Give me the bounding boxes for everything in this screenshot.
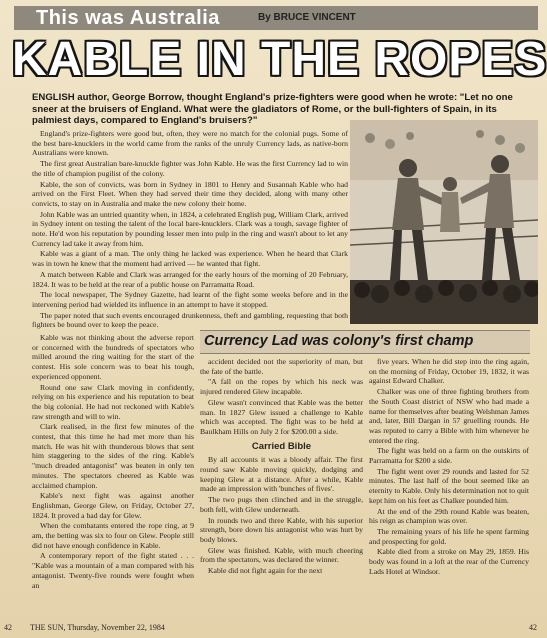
paragraph: A match between Kable and Clark was arranged for the early hours of the morning of 20 February, 1824. It was to be held at the rear of a public house on Parramatta Road. — [32, 269, 348, 289]
paragraph: Kable died from a stroke on May 29, 1859. His body was found in a loft at the rear of the Currency Lads Hotel at Windsor. — [369, 547, 529, 576]
middle-paragraphs — [200, 357, 363, 437]
paragraph: In rounds two and three Kable, with his superior strength, bore down his antagonist who was hurt by body blows. — [200, 515, 363, 544]
paragraph: Kable was a giant of a man. The only thing he lacked was experience. When he heard that Clark was in town he knew that the moment had arrived — he wanted that fight. — [32, 249, 348, 269]
page-footer — [0, 620, 547, 638]
byline: By BRUCE VINCENT — [258, 12, 356, 23]
paragraph: England's prize-fighters were good but, often, they were no match for the colonial pugs. Some of the best bare-knucklers in the world came from the ranks of the unruly Currency lads, as native-born Australians were known. — [32, 129, 348, 158]
paragraph: At the end of the 29th round Kable was beaten, his reign as champion was over. — [369, 506, 529, 526]
paragraph: The remaining years of his life he spent farming and prospecting for gold. — [369, 526, 529, 546]
page-number-left: 42 — [4, 623, 12, 632]
paragraph: The first great Australian bare-knuckle fighter was John Kable. He was the first Currency lad to win the title of champion pugilist of the colony. — [32, 159, 348, 178]
headline: KABLE IN THE ROPES — [12, 33, 547, 86]
article-body-left — [32, 333, 194, 591]
crosshead: Carried Bible — [251, 440, 312, 452]
paragraph: Glew wasn't convinced that Kable was the better man. In 1827 Glew issued a challenge to Kable which was accepted. The fight was to be held at Baulkham Hills on July 2 for $200.00 a side. — [200, 397, 363, 436]
paragraph: Clark realised, in the first few minutes of the contest, that this time he had met more than his match. He was hit with thunderous blows that sent him staggering to the sides of the ring. Kable's "much dreaded antagonist" was beaten in only ten minutes. The spectators cheered as Kable was acclaimed champion. — [32, 422, 194, 490]
intro-paragraph: ENGLISH author, George Borrow, thought England's prize-fighters were good when he wrote: "Let no one sneer at the bruisers of England. What were the gladiators of Rome, or the bull-fighters of Spain, in its palmiest days, compared to England's bruisers?" — [32, 92, 513, 126]
paragraph: Kable was not thinking about the adverse report or concerned with the hundreds of spectators who milled around the ring waiting for the start of the contest. His sole concern was to beat his tough, experienced opponent. — [32, 333, 194, 381]
middle-paragraphs-continued — [200, 455, 363, 575]
paragraph: Kable, the son of convicts, was born in Sydney in 1801 to Henry and Susannah Kable who had arrived on the First Fleet. When they had served their time they decided, along with many other convicts, to stay on in Australia and make the new colony their home. — [32, 179, 348, 208]
paragraph: The paper noted that such events encouraged drunkenness, theft and gambling, requesting that both fighters be bound over to keep the peace. — [32, 310, 348, 330]
subheadline: Currency Lad was colony's first champ — [204, 333, 474, 349]
paragraph: five years. When he did step into the ring again, on the morning of Friday, October 19, 1832, it was against Edward Chalker. — [369, 357, 529, 386]
paragraph: A contemporary report of the fight stated . . . "Kable was a mountain of a man compared with his antagonist. Twenty-five rounds were fought when an — [32, 551, 194, 590]
publication-dateline: THE SUN, Thursday, November 22, 1984 — [30, 623, 165, 632]
paragraph: John Kable was an untried quantity when, in 1824, a celebrated English pug, William Clark, arrived in Sydney intent on testing the talent of the local bare-knucklers. Clark was a tough, savage fighter of note. He'd won his reputation by pounding lesser men into pulp in the ring and wasn't about to let any Currency lad take it away from him. — [32, 209, 348, 248]
paragraph: The two pugs then clinched and in the struggle, both fell, with Glew underneath. — [200, 495, 363, 514]
boxing-illustration — [350, 120, 538, 324]
paragraph: accident decided not the superiority of man, but the fate of the battle. — [200, 357, 363, 376]
article-body-top — [32, 129, 348, 331]
article-body-middle — [200, 357, 363, 577]
paragraph: Glew was finished. Kable, with much cheering from the spectators, was declared the winner. — [200, 545, 363, 565]
section-title: This was Australia — [36, 7, 220, 29]
paragraph: Kable's next fight was against another Englishman, George Glew, on Friday, October 27, 1824. It proved a bad day for Glew. — [32, 491, 194, 520]
paragraph: By all accounts it was a bloody affair. The first round saw Kable moving quickly, dodging and keeping Glew at a distance. After a while, Kable made an impression with 'bunches of fives'. — [200, 455, 363, 494]
paragraph: The fight was held on a farm on the outskirts of Parramatta for $200 a side. — [369, 446, 529, 466]
paragraph: Kable did not fight again for the next — [208, 566, 323, 576]
article-body-right — [369, 357, 529, 577]
paragraph: Round one saw Clark moving in confidently, relying on his experience and his reputation to beat the big colonial. He had not reckoned with Kable's raw strength and will to win. — [32, 382, 194, 421]
paragraph: The fight went over 29 rounds and lasted for 52 minutes. The last half of the bout seemed like an eternity to Kable. Only his determination not to quit kept him on his feet as Chalker pounded him. — [369, 466, 529, 505]
paragraph: When the combatants entered the rope ring, at 9 am, the betting was six to four on Glew. People still did not have enough confidence in Kable. — [32, 521, 194, 550]
paragraph: Chalker was one of three fighting brothers from the South Coast district of NSW who had made a name for themselves after beating Welshman James and, later, Bill Dargan in 57 gruelling rounds. He was reputed to carry a Bible with him whenever he entered the ring. — [369, 387, 529, 445]
page-number-right: 42 — [529, 623, 537, 632]
paragraph: "A fall on the ropes by which his neck was injured rendered Glew incapable. — [200, 377, 363, 397]
paragraph: The local newspaper, The Sydney Gazette, had learnt of the fight some weeks before and in the intervening period had wielded its influence in an attempt to have it stopped. — [32, 290, 348, 309]
